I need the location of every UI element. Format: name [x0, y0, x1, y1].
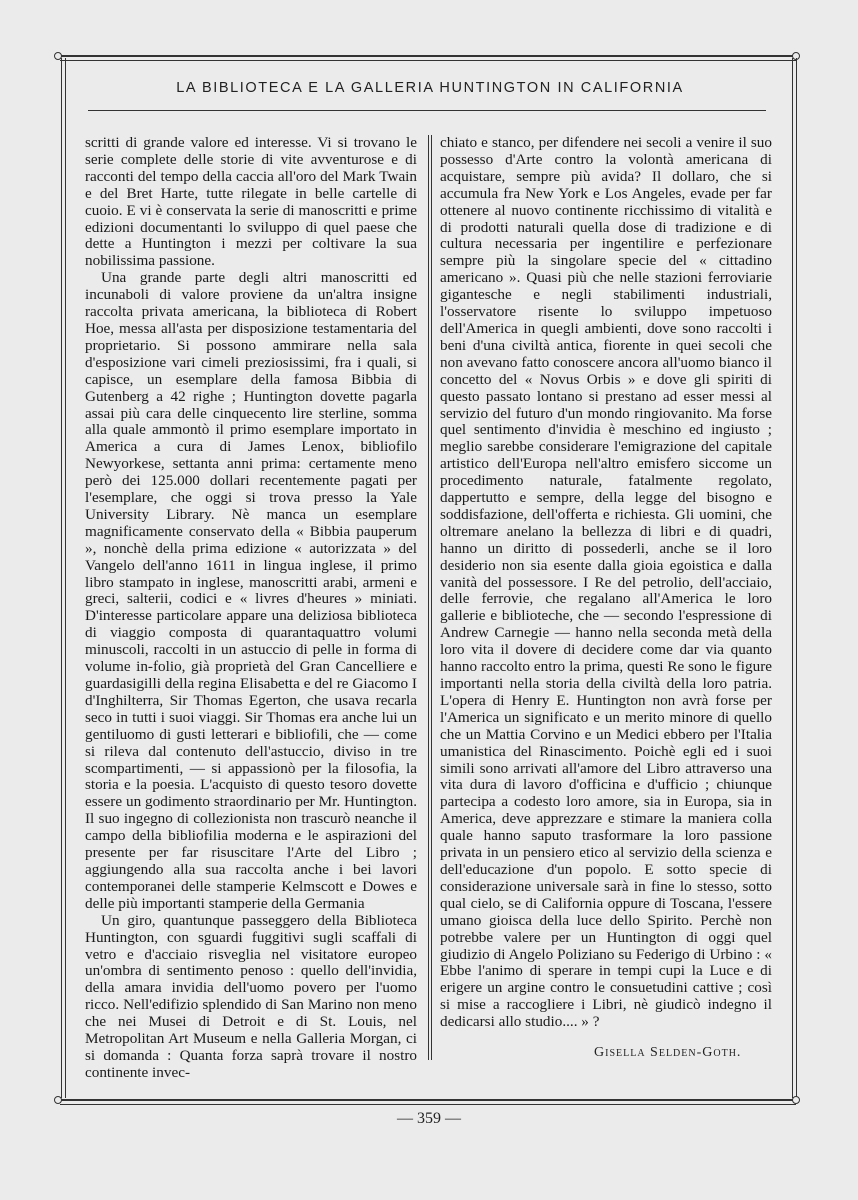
- top-double-rule: [60, 55, 796, 57]
- right-frame-line-outer: [796, 58, 797, 1098]
- page-number: — 359 —: [397, 1110, 461, 1127]
- left-frame-line-outer: [61, 58, 62, 1098]
- bottom-left-rule-ornament: [54, 1096, 62, 1104]
- right-text-column: [440, 135, 772, 1031]
- left-paragraph-3: Un giro, quantunque passeggero della Biblioteca Huntington, con sguardi fuggitivi sugli scaffali di vetro e d'acciaio risveglia nel visitatore europeo un'ombra di sentimento penoso : quello dell'invidia, della amara invidia dell'uomo povero per l'uomo ricco. Nell'edifizio splendido di San Marino non meno che nei Musei di Detroit e di St. Louis, nel Metropolitan Art Museum e nella Galleria Morgan, ci si domanda : Quanta forza saprà trovare il nostro continente invec-: [85, 911, 417, 1081]
- left-paragraph-1: scritti di grande valore ed interesse. Vi si trovano le serie complete delle storie di vite avventurose e di racconti del tempo della caccia all'oro del Mark Twain e del Bret Harte, tutte rilegate in belle cartelle di cuoio. E vi è conservata la serie di manoscritti e prime edizioni documentanti lo sviluppo di quel paese che dette a Huntington i mezzi per coltivare la sua nobilissima passione.: [85, 134, 417, 270]
- left-frame-line-inner: [65, 58, 66, 1098]
- column-divider-right: [431, 135, 432, 1060]
- bottom-right-rule-ornament: [792, 1096, 800, 1104]
- right-frame-line-inner: [792, 58, 793, 1098]
- left-text-column: [85, 135, 417, 1082]
- page-title: LA BIBLIOTECA E LA GALLERIA HUNTINGTON IN CALIFORNIA: [176, 80, 684, 96]
- left-paragraph-2: Una grande parte degli altri manoscritti ed incunaboli di valore proviene da un'altra insigne raccolta privata americana, la biblioteca di Robert Hoe, messa all'asta per disposizione testamentaria del proprietario. Si possono ammirare nella sala d'esposizione vari cimeli preziosissimi, fra i quali, si capisce, un esemplare della famosa Bibbia di Gutenberg a 42 righe ; Huntington dovette pagarla assai più cara delle cinquecento lire sterline, somma alla quale ammontò il primo esemplare importato in America a cura di James Lenox, bibliofilo Newyorkese, settanta anni prima: certamente meno però dei 125.000 dollari recentemente pagati per l'esemplare, che oggi si trova presso la Yale University Library. Nè manca un esemplare magnificamente conservato della « Bibbia pauperum », nonchè della prima edizione « autorizzata » del Vangelo dell'anno 1611 in lingua inglese, il primo libro stampato in inglese, manoscritti arabi, armeni e greci, salterii, codici e « livres d'heures » miniati. D'interesse particolare appare una deliziosa biblioteca di viaggio composta di quarantaquattro volumi minuscoli, raccolti in un astuccio di pelle in forma di volume in-folio, già proprietà del Gran Cancelliere e guardasigilli della regina Elisabetta e del re Giacomo I d'Inghilterra, Sir Thomas Egerton, che usava recarla seco in tutti i suoi viaggi. Sir Thomas era anche lui un gentiluomo di gusti letterari e bibliofili, che — come si rileva dal contenuto dell'astuccio, diviso in tre scompartimenti, — si appassionò per la filosofia, la storia e la poesia. L'acquisto di questo tesoro dovette essere un godimento straordinario per Mr. Huntington. Il suo ingegno di collezionista non trascurò neanche il campo della bibliofilia moderna e le aspirazioni del presente per far risuscitare l'Arte del Libro ; aggiungendo alla sua raccolta anche i bei lavori contemporanei delle stamperie Kelmscott e Dowes e delle più importanti stamperie della Germania: [85, 269, 417, 912]
- column-divider-left: [428, 135, 429, 1060]
- author-signature: Gisella Selden-Goth.: [594, 1045, 742, 1060]
- bottom-double-rule: [60, 1099, 796, 1101]
- title-underline: [88, 110, 766, 111]
- right-paragraph-1: chiato e stanco, per difendere nei secoli a venire il suo possesso d'Arte contro la volontà americana di acquistare, sempre più avida? Il dollaro, che si accumula fra New York e Los Angeles, evade per far ottenere al nuovo continente ricchissimo di vitalità e di prodotti naturali quella dose di tradizione e di cultura necessaria per ingentilire e perfezionare sempre più la singolare specie del « cittadino americano ». Quasi più che nelle stazioni ferroviarie gigantesche e negli stabilimenti industriali, l'osservatore risente lo sviluppo impetuoso dell'America in quegli ambienti, dove sono raccolti i beni d'una civiltà antica, fiorente in quei secoli che non avevano fatto conoscere ancora all'uomo bianco il concetto del « Novus Orbis » e dove gli spiriti di questo passato lontano si prestano ad esser messi al servizio del futuro d'un mondo ringiovanito. Ma forse quel sentimento d'invidia è meschino ed ingiusto ; meglio sarebbe considerare l'emigrazione del capitale artistico dell'Europa nell'altro emisfero siccome un procedimento naturale, fatalmente regolato, dappertutto e sempre, della legge del bisogno e soddisfazione, dell'offerta e richiesta. Gli uomini, che oltremare anelano la bellezza di libri e di quadri, hanno un diritto di possederli, anche se il loro desiderio non sia esente dalla gioia egoistica e dalla vanità del possessore. I Re del petrolio, dell'acciaio, delle ferrovie, che regalano all'America le loro gallerie e biblioteche, che — secondo l'espressione di Andrew Carnegie — hanno nella seconda metà della loro vita il dovere di decidere come dar via quanto hanno raccolto entro la prima, questi Re sono le figure importanti nella storia della civiltà della loro patria. L'opera di Henry E. Huntington non avrà forse per l'America un significato e un merito minore di quello che un Mattia Corvino e un Medici ebbero per l'Italia umanistica del Rinascimento. Poichè egli ed i suoi simili sono arrivati all'amore del Libro attraverso una vita dura di lavoro d'officina e d'ufficio ; chiunque partecipa a codesto loro amore, sia in Europa, sia in America, deve apprezzare e stimare la maniera colla quale hanno saputo trasformare la loro passione privata in un pensiero etico al servizio della scienza e dell'educazione d'un popolo. E sotto specie di considerazione universale sarà in fine lo stesso, sotto qual cielo, se di California oppure di Toscana, l'essere umano gioisca della luce dello Spirito. Perchè non potrebbe valere per un Huntington di oggi quel giudizio di Angelo Poliziano su Federigo di Urbino : « Ebbe l'animo di sperare in tempi cupi la Luce e di erigere un argine contro le consuetudini cattive ; così si mise a raccogliere i Libri, nè giudicò indegno il dedicarsi allo studio.... » ?: [440, 134, 772, 1031]
